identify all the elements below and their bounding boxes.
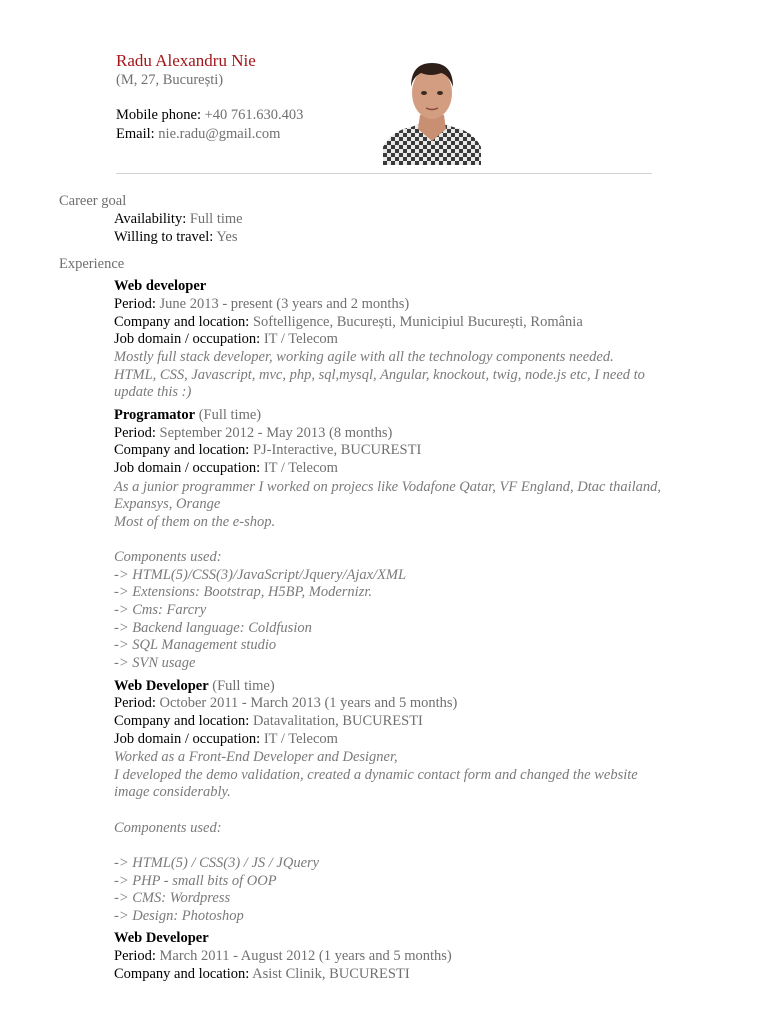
job-2-description-line: -> HTML(5)/CSS(3)/JavaScript/Jquery/Ajax/XML	[114, 567, 407, 583]
job-2-description-line: -> Backend language: Coldfusion	[114, 620, 312, 636]
availability-label: Availability:	[114, 211, 187, 227]
domain-value: IT / Telecom	[263, 331, 338, 347]
job-2-type: (Full time)	[198, 407, 262, 423]
job-4-title: Web Developer	[114, 930, 209, 946]
job-1-domain	[114, 331, 338, 349]
company-value: PJ-Interactive, BUCURESTI	[252, 442, 422, 458]
period-label: Period:	[114, 296, 156, 312]
period-value: September 2012 - May 2013 (8 months)	[159, 425, 393, 441]
job-1-company	[114, 314, 583, 332]
candidate-name: Radu Alexandru Nie	[116, 51, 256, 70]
period-value: October 2011 - March 2013 (1 years and 5 months)	[159, 695, 458, 711]
job-2-domain	[114, 460, 338, 478]
company-value: Softelligence, București, Municipiul București, România	[252, 314, 583, 330]
company-label: Company and location:	[114, 966, 250, 982]
mobile-phone-line	[116, 107, 303, 124]
company-label: Company and location:	[114, 442, 250, 458]
job-3-description-line: -> PHP - small bits of OOP	[114, 873, 277, 889]
availability-value: Full time	[189, 211, 243, 227]
job-3-period	[114, 695, 457, 713]
email-value: nie.radu@gmail.com	[158, 126, 281, 142]
job-3-description-line: -> Design: Photoshop	[114, 908, 244, 924]
email-line	[116, 126, 280, 143]
job-3-domain	[114, 731, 338, 749]
job-1-title: Web developer	[114, 278, 207, 294]
job-2-title: Programator	[114, 407, 196, 423]
job-2-description-line: Expansys, Orange	[114, 496, 221, 512]
job-3-description-line: -> CMS: Wordpress	[114, 890, 231, 906]
period-label: Period:	[114, 425, 156, 441]
job-1-period	[114, 296, 409, 314]
job-1-description-line: HTML, CSS, Javascript, mvc, php, sql,mysql, Angular, knockout, twig, node.js etc, I need to	[114, 367, 645, 383]
job-2-description-line: -> SQL Management studio	[114, 637, 277, 653]
company-label: Company and location:	[114, 713, 250, 729]
job-3-description-line: image considerably.	[114, 784, 231, 800]
job-3-company	[114, 713, 423, 731]
job-2-title-line	[114, 407, 261, 425]
candidate-details: (M, 27, București)	[116, 72, 224, 88]
domain-label: Job domain / occupation:	[114, 731, 261, 747]
period-value: March 2011 - August 2012 (1 years and 5 months)	[159, 948, 452, 964]
job-2-period	[114, 425, 392, 443]
domain-value: IT / Telecom	[263, 460, 338, 476]
domain-label: Job domain / occupation:	[114, 331, 261, 347]
job-2-description-line: -> Cms: Farcry	[114, 602, 207, 618]
job-3-description-line: -> HTML(5) / CSS(3) / JS / JQuery	[114, 855, 320, 871]
mobile-phone-label: Mobile phone:	[116, 107, 201, 123]
job-2-description-line: As a junior programmer I worked on projecs like Vodafone Qatar, VF England, Dtac thailand,	[114, 479, 662, 495]
profile-photo	[383, 57, 481, 165]
company-value: Asist Clinik, BUCURESTI	[252, 966, 410, 982]
header-divider	[116, 173, 652, 174]
mobile-phone-value: +40 761.630.403	[204, 107, 304, 123]
experience-heading: Experience	[59, 256, 125, 272]
travel-label: Willing to travel:	[114, 229, 214, 245]
period-value: June 2013 - present (3 years and 2 months)	[159, 296, 410, 312]
travel-line	[114, 229, 238, 247]
travel-value: Yes	[216, 229, 238, 245]
job-3-description-line: I developed the demo validation, created a dynamic contact form and changed the website	[114, 767, 638, 783]
job-3-description-line: Components used:	[114, 820, 222, 836]
email-label: Email:	[116, 126, 155, 142]
period-label: Period:	[114, 695, 156, 711]
domain-value: IT / Telecom	[263, 731, 338, 747]
job-4-period	[114, 948, 452, 966]
company-value: Datavalitation, BUCURESTI	[252, 713, 423, 729]
company-label: Company and location:	[114, 314, 250, 330]
job-2-description-line: Most of them on the e-shop.	[114, 514, 276, 530]
career-goal-heading: Career goal	[59, 193, 127, 209]
job-3-title: Web Developer	[114, 678, 209, 694]
job-2-company	[114, 442, 421, 460]
job-2-description-line: -> Extensions: Bootstrap, H5BP, Modernizr.	[114, 584, 373, 600]
job-1-description-line: update this :)	[114, 384, 192, 400]
availability-line	[114, 211, 243, 229]
job-1-description-line: Mostly full stack developer, working agile with all the technology components needed.	[114, 349, 614, 365]
job-3-title-line	[114, 678, 275, 696]
job-2-description-line: -> SVN usage	[114, 655, 196, 671]
job-4-company	[114, 966, 410, 984]
job-3-description-line: Worked as a Front-End Developer and Designer,	[114, 749, 398, 765]
domain-label: Job domain / occupation:	[114, 460, 261, 476]
job-2-description-line: Components used:	[114, 549, 222, 565]
job-3-type: (Full time)	[212, 678, 275, 694]
period-label: Period:	[114, 948, 156, 964]
